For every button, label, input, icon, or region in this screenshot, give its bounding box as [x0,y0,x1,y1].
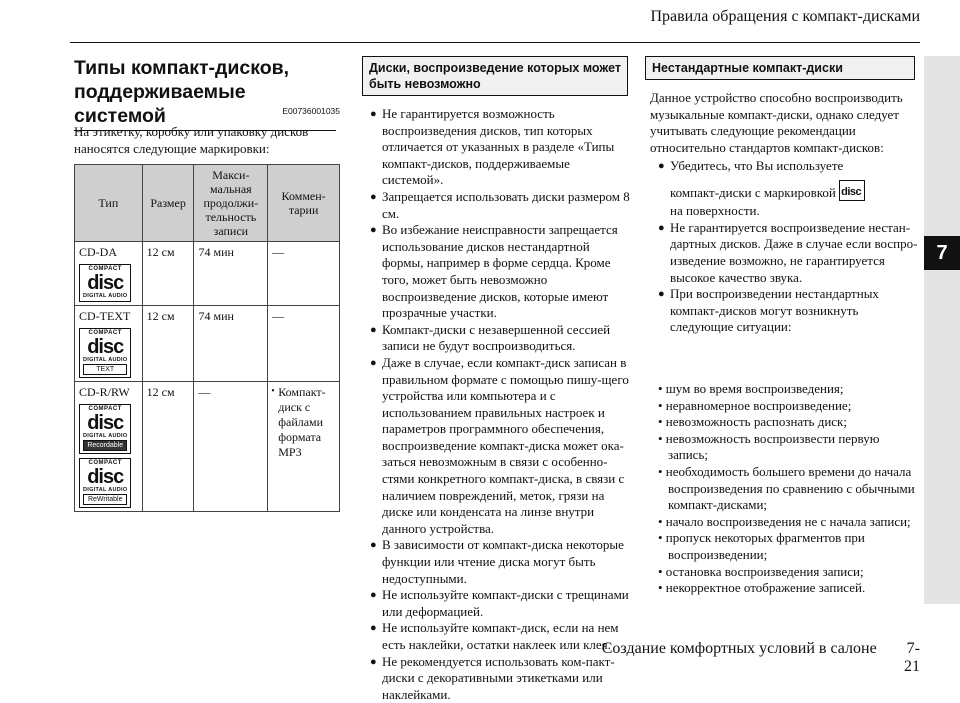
list-item: ● Не используйте компакт-диск, если на нем есть наклейки, остатки наклеек или клея. [370,620,632,653]
list-item: ● Не гарантируется воспроизведение нестан-дартных дисков. Даже в случае если воспро-изведение возможно, не гарантируется высокое качество звука. [658,220,920,286]
cell-duration: 74 мин [194,306,268,382]
cell-type: CD-DA [79,245,117,259]
list-item: • необходимость большего времени до начала воспроизведения по сравнению с обычными компакт-дисками; [658,463,915,513]
list-item: • начало воспроизведения не с начала записи; [658,513,911,529]
chapter-sidebar [924,56,960,604]
table-header-comments: Коммен-тарии [268,165,340,242]
list-item: ● Во избежание неисправности запрещается использование дисков нестандартной формы, например в форме сердца. Кроме того, может быть невозможно воспроизведение дисков, которые имеют прозрачные участки. [370,222,632,322]
cd-rw-logo: COMPACT disc DIGITAL AUDIO ReWritable [79,458,131,508]
section1-intro: На этикетку, коробку или упаковку дисков наносятся следующие маркировки: [74,124,309,156]
page-number: 7-21 [904,640,920,675]
page-header-title: Правила обращения с компакт-дисками [650,8,920,25]
cell-comment: — [268,306,340,382]
table-row [75,242,340,306]
section-heading-unplayable-discs: Диски, воспроизведение которых может быть невозможно [362,56,628,96]
list-item: • шум во время воспроизведения; [658,381,844,396]
table-row [75,306,340,382]
heading-line-1: Типы компакт-дисков, [74,57,290,79]
heading-line-2: поддерживаемые системой [74,81,246,127]
list-item: ● Не гарантируется возможность воспроизведения дисков, тип которых отличается от указанных в разделе «Типы компакт-дисков, поддерживаемые системой». [370,106,632,189]
chapter-tab: 7 [924,236,960,270]
page-footer [600,640,920,676]
list-item: • неравномерное воспроизведение; [658,397,852,413]
cell-duration: 74 мин [194,242,268,306]
cd-text-logo: COMPACT disc DIGITAL AUDIO TEXT [79,328,131,378]
cell-size: 12 см [142,382,194,512]
disc-types-table [74,164,340,512]
section-heading-disc-types [74,56,336,131]
list-item: ● В зависимости от компакт-диска некоторые функции или чтение диска могут быть недоступными. [370,537,632,587]
list-item: • пропуск некоторых фрагментов при воспроизведении; [658,530,865,562]
list-item: ● Не используйте компакт-диски с трещинами или деформацией. [370,587,632,620]
table-header-duration: Макси-мальная продолжи-тельность записи [194,165,268,242]
cell-type: CD-R/RW [79,385,130,399]
list-item: ● При воспроизведении нестандартных компакт-дисков могут возникнуть следующие ситуации: [658,286,920,336]
list-item: • остановка воспроизведения записи; [658,563,864,579]
list-item: • некорректное отображение записей. [658,580,866,596]
cd-da-logo: COMPACT disc DIGITAL AUDIO [79,264,131,302]
list-item: ● Не рекомендуется использовать ком-пакт-диски с декоративными этикетками или наклейками. [370,654,632,703]
list-item: ● Даже в случае, если компакт-диск записан в правильном формате с помощью пишу-щего устройства или компьютера и с использованием правильных настроек и параметров программного обеспечения, воспроизведение компакт-диска может ока-заться невозможным в связи с особенно-стями конкретного компакт-диска, в связи с наличием повреждений, меток, грязи на диске или конденсата на линзе внутри данного устройства. [370,355,632,538]
document-code: E00736001035 [282,106,340,116]
list-item: • невозможность распознать диск; [658,414,847,430]
footer-section-title: Создание комфортных условий в салоне [601,640,877,657]
cell-comment: — [268,242,340,306]
table-header-type: Тип [75,165,143,242]
header-rule [70,42,920,43]
cd-r-logo: COMPACT disc DIGITAL AUDIO Recordable [79,404,131,454]
nonstandard-discs-list [658,158,920,336]
table-header-size: Размер [142,165,194,242]
cell-duration: — [194,382,268,512]
section-heading-nonstandard-discs: Нестандартные компакт-диски [645,56,915,80]
cell-size: 12 см [142,306,194,382]
cell-type: CD-TEXT [79,309,131,323]
list-item: ● Запрещается использовать диски размером 8 см. [370,189,632,222]
table-row: CD-R/RW COMPACT disc DIGITAL AUDIO Recordable COMPACT disc DIGITAL AUDIO ReWritable 12 см — • Компакт-диск с файлами формата MP3 [75,382,340,512]
unplayable-discs-list [370,106,632,703]
cell-size: 12 см [142,242,194,306]
list-item-use-marked-discs: ● Убедитесь, что Вы используете компакт-диски с маркировкой disc на поверхности. [658,158,920,220]
list-item: ● Компакт-диски с незавершенной сессией записи не будут воспроизводиться. [370,322,632,355]
disc-mark-icon: disc [839,180,865,201]
cell-comment: Компакт-диск с файлами формата MP3 [278,385,326,459]
situations-list [658,381,920,597]
section3-intro: Данное устройство способно воспроизводить музыкальные компакт-диски, однако следует учитывать следующие рекомендации относительно стандартов компакт-дисков: [650,90,903,155]
list-item: • невозможность воспроизвести первую запись; [658,430,880,463]
